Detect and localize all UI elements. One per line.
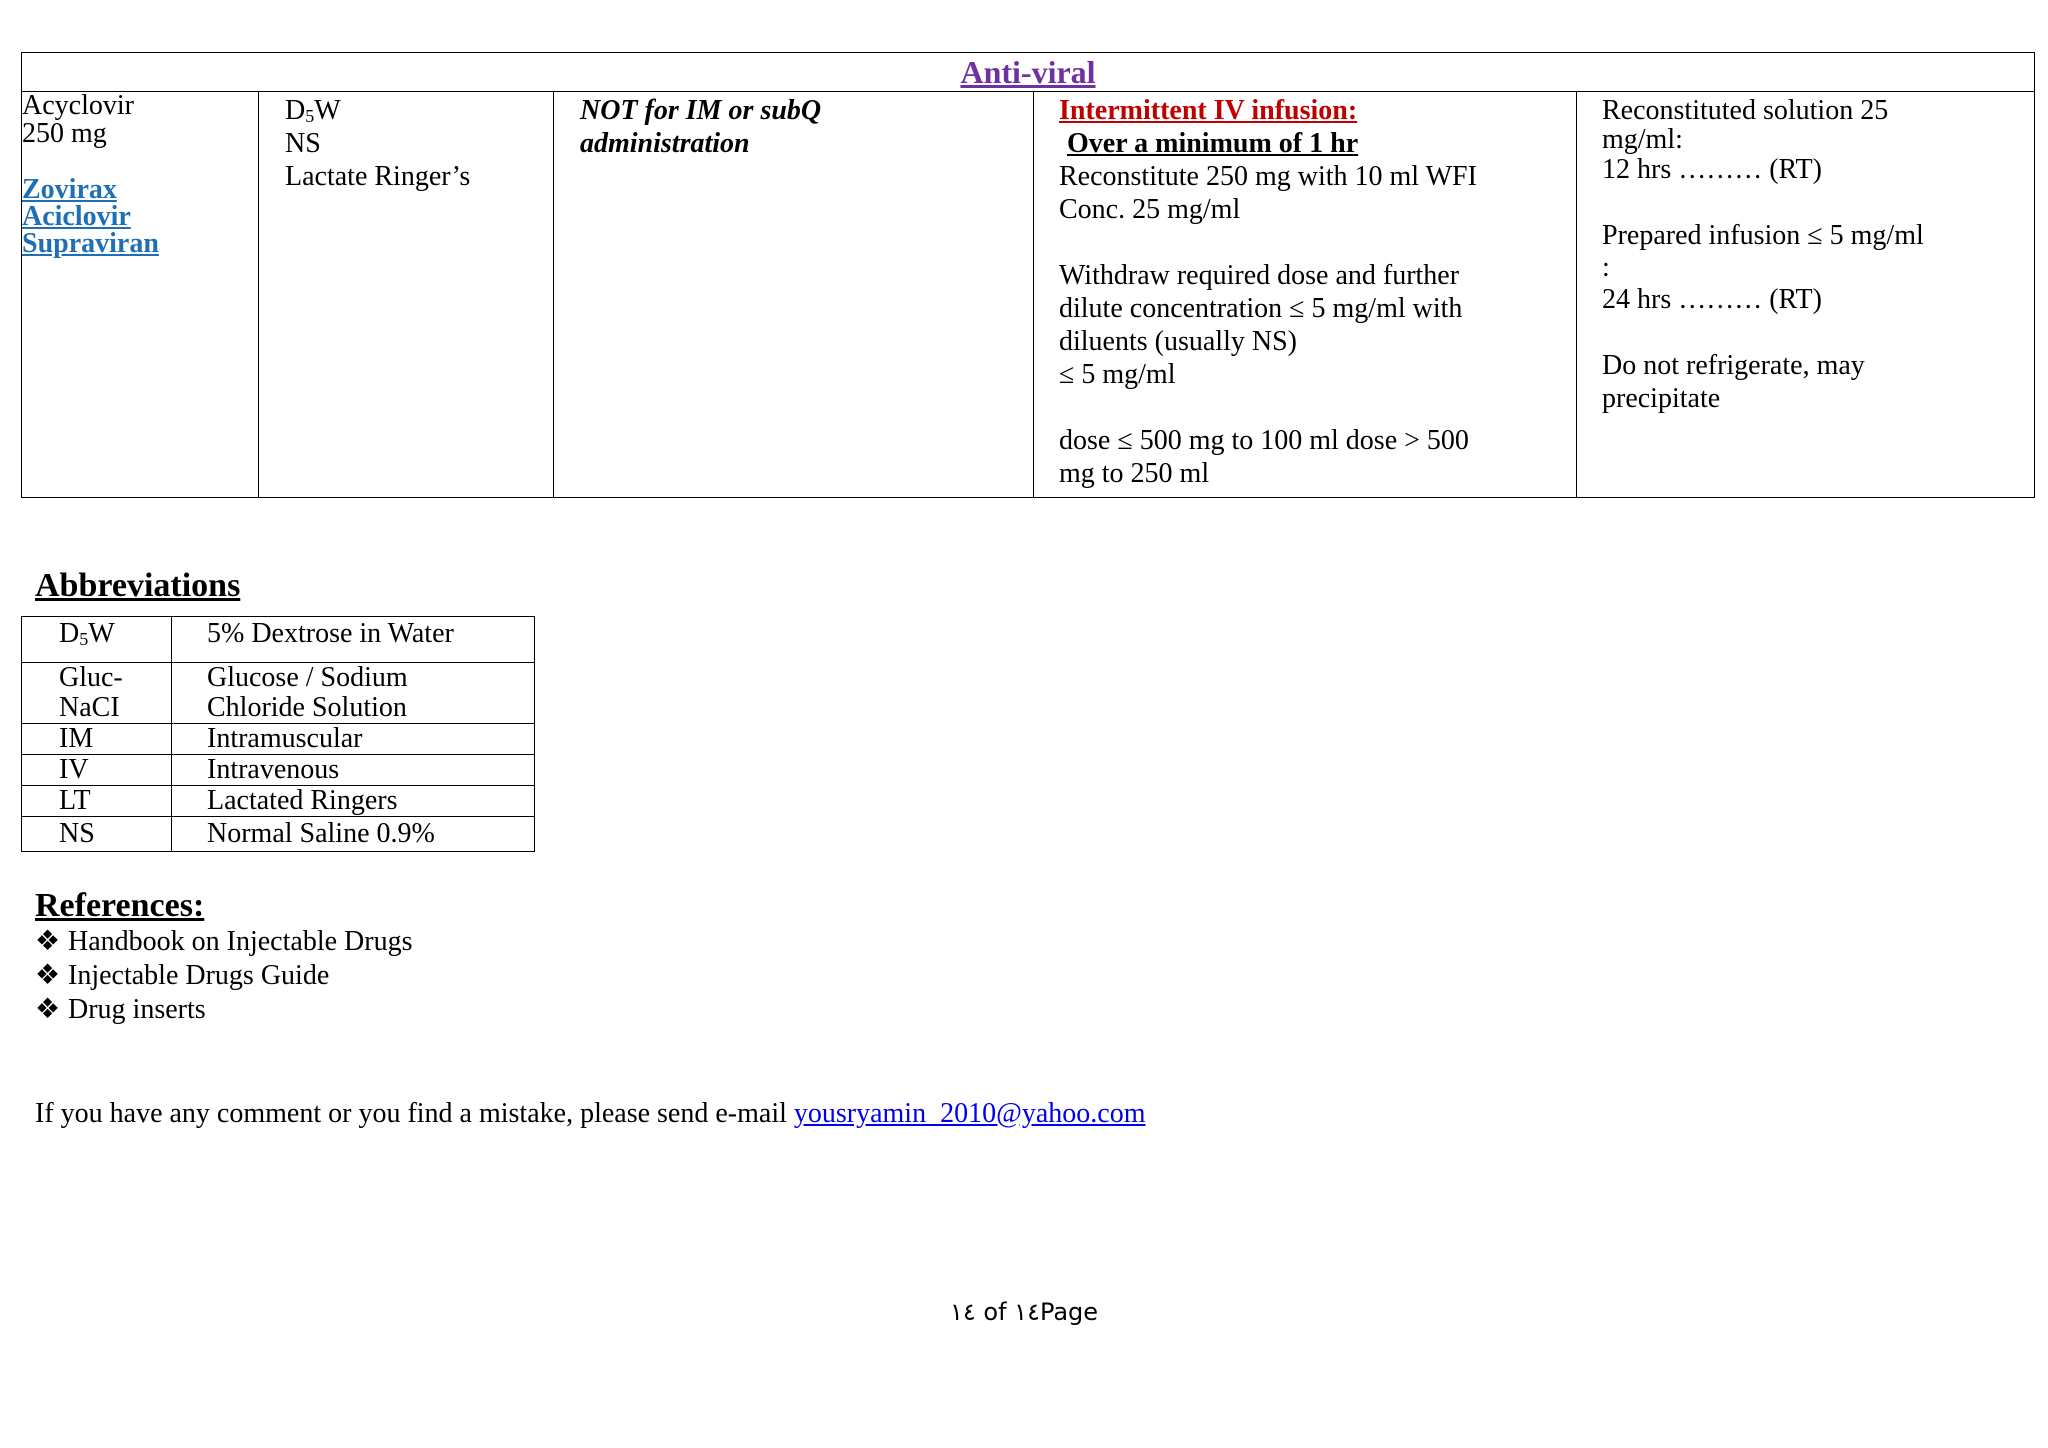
method-cell [1034, 92, 1577, 498]
list-item: ❖ Drug inserts [35, 994, 206, 1025]
table-row [22, 663, 535, 724]
administration-note-2: administration [580, 128, 750, 159]
list-item: ❖ Handbook on Injectable Drugs [35, 926, 413, 957]
method-header: Intermittent IV infusion: [1059, 95, 1358, 126]
drug-table [21, 52, 2035, 498]
method-line: mg to 250 ml [1059, 458, 1210, 489]
brand-link-aciclovir[interactable]: Aciclovir [22, 201, 131, 232]
method-subheader: Over a minimum of 1 hr [1067, 128, 1359, 159]
email-link[interactable]: yousryamin_2010@yahoo.com [793, 1098, 1146, 1129]
administration-note-cell [554, 92, 1034, 498]
abbr-key: $D_5W$ [22, 617, 172, 663]
method-line: Conc. 25 mg/ml [1059, 194, 1241, 225]
diluent-lr: Lactate Ringer’s [285, 161, 471, 192]
diluents-cell [259, 92, 554, 498]
list-item: ❖ Injectable Drugs Guide [35, 960, 330, 991]
stability-line: Prepared infusion ≤ 5 mg/ml [1602, 220, 1924, 251]
abbreviations-heading: Abbreviations [35, 567, 241, 604]
table-row [22, 817, 535, 852]
abbreviations-table [21, 616, 535, 852]
table-row [22, 617, 535, 663]
method-line: Reconstitute 250 mg with 10 ml WFI [1059, 161, 1477, 192]
method-line: diluents (usually NS) [1059, 326, 1297, 357]
drug-name-cell [22, 92, 259, 498]
administration-note: NOT for IM or subQ [580, 95, 822, 126]
stability-line: 12 hrs ……… (RT) [1602, 154, 1822, 185]
drug-name: Acyclovir [22, 90, 134, 121]
stability-line: mg/ml: [1602, 124, 1683, 155]
comment-note: If you have any comment or you find a mistake, please send e-mail yousryamin_2010@yahoo.com [35, 1098, 1146, 1129]
method-line: Withdraw required dose and further [1059, 260, 1460, 291]
table-row [22, 786, 535, 817]
method-line: dilute concentration ≤ 5 mg/ml with [1059, 293, 1463, 324]
stability-line: 24 hrs ……… (RT) [1602, 284, 1822, 315]
stability-line: Reconstituted solution 25 [1602, 95, 1889, 126]
diluent-d5w: $D_5W$ [285, 95, 341, 126]
stability-line: precipitate [1602, 383, 1721, 414]
abbr-key: LT [22, 786, 172, 817]
abbr-value: Lactated Ringers [172, 786, 535, 817]
drug-strength: 250 mg [22, 118, 107, 149]
references-heading: References: [35, 887, 205, 924]
table-row [22, 755, 535, 786]
diluent-ns: NS [285, 128, 321, 159]
abbr-value: Normal Saline 0.9% [172, 817, 535, 852]
abbr-key: IV [22, 755, 172, 786]
abbr-value: Intravenous [172, 755, 535, 786]
brand-link-zovirax[interactable]: Zovirax [22, 174, 117, 205]
abbr-key: NS [22, 817, 172, 852]
stability-cell [1577, 92, 2035, 498]
method-line: ≤ 5 mg/ml [1059, 359, 1176, 390]
method-line: dose ≤ 500 mg to 100 ml dose > 500 [1059, 425, 1469, 456]
abbr-key: Gluc- NaCI [22, 663, 172, 724]
bullet-icon: ❖ [35, 960, 61, 991]
page-number: ١٤ of ١٤Page [950, 1298, 1099, 1326]
bullet-icon: ❖ [35, 926, 61, 957]
abbr-value: 5% Dextrose in Water [172, 617, 535, 663]
stability-line: Do not refrigerate, may [1602, 350, 1865, 381]
stability-line: : [1602, 252, 1610, 283]
abbr-value: Glucose / Sodium Chloride Solution [172, 663, 535, 724]
brand-link-supraviran[interactable]: Supraviran [22, 228, 159, 259]
references-list [35, 925, 412, 1027]
bullet-icon: ❖ [35, 994, 61, 1025]
section-title: Anti-viral [22, 53, 2035, 92]
abbr-key: IM [22, 724, 172, 755]
table-row [22, 724, 535, 755]
abbr-value: Intramuscular [172, 724, 535, 755]
